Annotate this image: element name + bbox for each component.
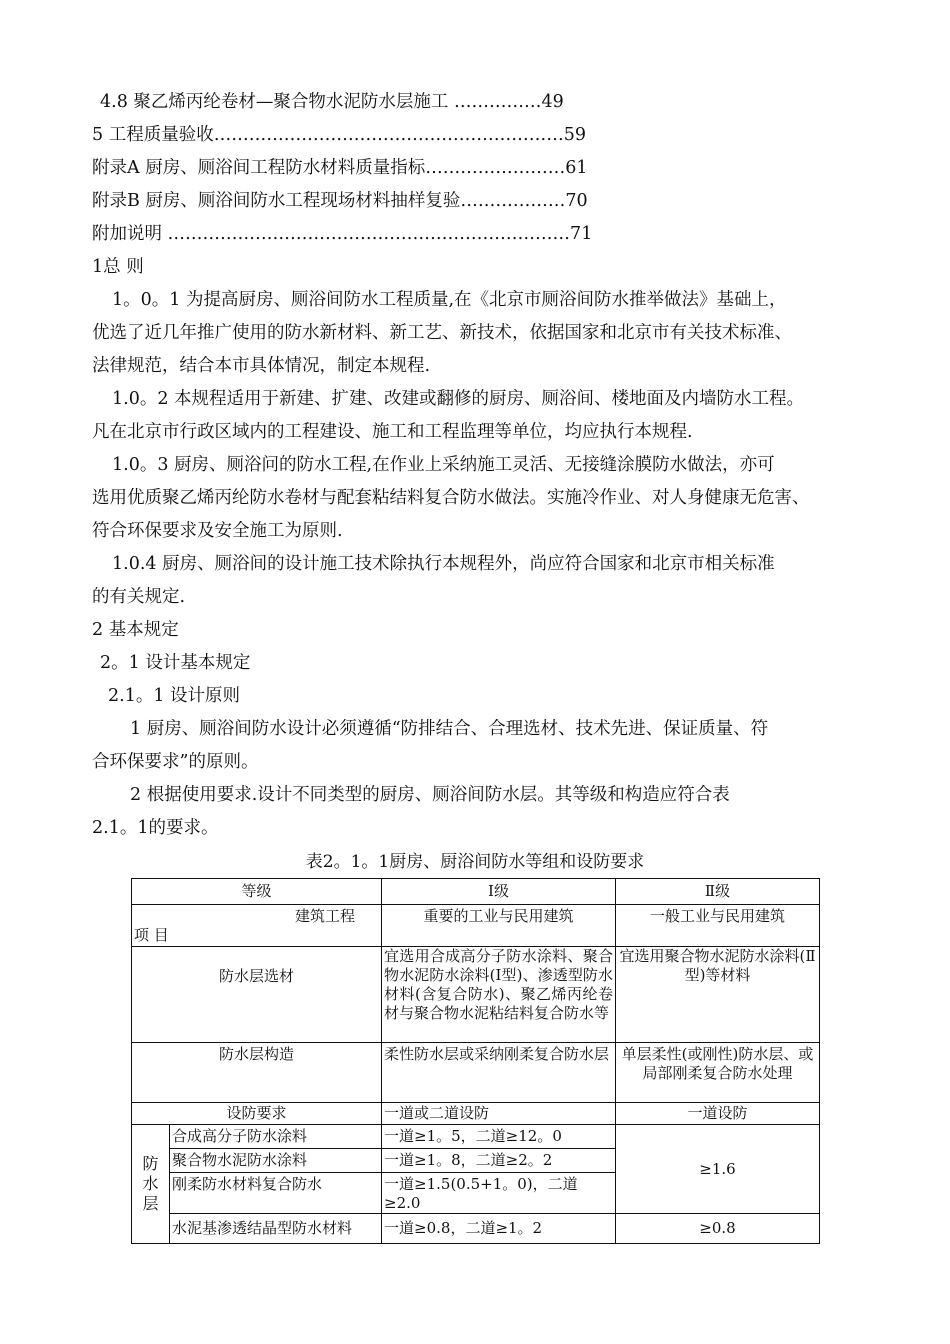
table-row (132, 1043, 820, 1103)
header-grade: 等级 (132, 879, 382, 905)
paragraph-line: 的有关规定. (92, 587, 186, 607)
toc-entry: 附加说明 ……………………………………………………………71 (92, 224, 593, 244)
table-row (132, 947, 820, 1043)
cell-material-1: 宜选用合成高分子防水涂料、聚合物水泥防水涂料(Ⅰ型)、渗透型防水材料(含复合防水)、聚乙烯丙纶卷材与聚合物水泥粘结料复合防水等 (382, 947, 616, 1043)
table-caption: 表2。1。1厨房、厨浴间防水等组和设防要求 (305, 852, 645, 872)
row-label-structure: 防水层构造 (132, 1043, 382, 1103)
table-row (132, 905, 820, 947)
section-title: 2。1 设计基本规定 (100, 653, 251, 673)
paragraph-line: 2 根据使用要求.设计不同类型的厨房、厕浴间防水层。其等级和构造应符合表 (130, 785, 730, 805)
cell-requirement-2: 一道设防 (616, 1103, 820, 1125)
table-row (132, 1103, 820, 1125)
waterproof-grade-table (131, 878, 820, 1244)
toc-entry: 5 工程质量验收……………………………………………………59 (92, 125, 586, 145)
paragraph-line: 1 厨房、厕浴间防水设计必须遵循“防排结合、合理选材、技术先进、保证质量、符 (130, 719, 769, 739)
paragraph-line: 选用优质聚乙烯丙纶防水卷材与配套粘结料复合防水做法。实施冷作业、对人身健康无危害、 (92, 488, 810, 508)
cell-material-2: 宜选用聚合物水泥防水涂料(Ⅱ型)等材料 (616, 947, 820, 1043)
corner-label-bottom: 项 目 (134, 926, 169, 944)
header-building-1: 重要的工业与民用建筑 (382, 905, 616, 947)
cell-structure-2: 单层柔性(或刚性)防水层、或局部刚柔复合防水处理 (616, 1043, 820, 1103)
header-grade-2: Ⅱ级 (616, 879, 820, 905)
row-label-requirement: 设防要求 (132, 1103, 382, 1125)
paragraph-line: 1.0。3 厨房、厕浴问的防水工程,在作业上采纳施工灵活、无接缝涂膜防水做法，亦可 (112, 455, 775, 475)
paragraph-line: 合环保要求”的原则。 (92, 752, 259, 772)
toc-entry: 4.8 聚乙烯丙纶卷材—聚合物水泥防水层施工 ……………49 (100, 92, 564, 112)
paragraph-line: 符合环保要求及安全施工为原则. (92, 521, 343, 541)
layer-grade-1: 一道≥1。5，二道≥12。0 (382, 1125, 616, 1149)
layer-grade-2-b: ≥0.8 (616, 1214, 820, 1244)
paragraph-line: 优选了近几年推广使用的防水新材料、新工艺、新技术，依据国家和北京市有关技术标准、 (92, 323, 792, 343)
paragraph-line: 1。0。1 为提高厨房、厕浴间防水工程质量,在《北京市厕浴间防水推举做法》基础上， (112, 290, 787, 310)
layer-name: 合成高分子防水涂料 (170, 1125, 382, 1149)
paragraph-line: 1.0。2 本规程适用于新建、扩建、改建或翻修的厨房、厕浴间、楼地面及内墙防水工程。 (112, 389, 805, 409)
toc-entry: 附录B 厨房、厕浴间防水工程现场材料抽样复验………………70 (92, 191, 588, 211)
header-corner-cell (132, 905, 382, 947)
corner-label-top: 建筑工程 (295, 907, 356, 925)
layer-grade-1: 一道≥1.5(0.5+1。0)，二道≥2.0 (382, 1173, 616, 1214)
subsection-title: 2.1。1 设计原则 (108, 686, 241, 706)
layer-name: 水泥基渗透结晶型防水材料 (170, 1214, 382, 1244)
header-grade-1: Ⅰ级 (382, 879, 616, 905)
cell-requirement-1: 一道或二道设防 (382, 1103, 616, 1125)
row-label-material: 防水层选材 (132, 947, 382, 1043)
table-row (132, 879, 820, 905)
paragraph-line: 法律规范，结合本市具体情况，制定本规程. (92, 356, 431, 376)
table-row (132, 1125, 820, 1149)
toc-entry: 附录A 厨房、厕浴间工程防水材料质量指标……………………61 (92, 158, 588, 178)
layer-grade-1: 一道≥0.8，二道≥1。2 (382, 1214, 616, 1244)
layer-name: 刚柔防水材料复合防水 (170, 1173, 382, 1214)
paragraph-line: 1.0.4 厨房、厕浴间的设计施工技术除执行本规程外，尚应符合国家和北京市相关标准 (112, 554, 775, 574)
chapter-title: 1总 则 (92, 257, 144, 277)
layer-group-label (132, 1125, 170, 1244)
cell-structure-1: 柔性防水层或采纳刚柔复合防水层 (382, 1043, 616, 1103)
layer-name: 聚合物水泥防水涂料 (170, 1149, 382, 1173)
layer-grade-1: 一道≥1。8，二道≥2。2 (382, 1149, 616, 1173)
table-row (132, 1214, 820, 1244)
layer-group-text: 防水层 (142, 1154, 159, 1213)
layer-grade-2-a: ≥1.6 (616, 1125, 820, 1214)
header-building-2: 一般工业与民用建筑 (616, 905, 820, 947)
paragraph-line: 2.1。1的要求。 (92, 818, 219, 838)
chapter-title: 2 基本规定 (92, 620, 179, 640)
paragraph-line: 凡在北京市行政区域内的工程建设、施工和工程监理等单位，均应执行本规程. (92, 422, 693, 442)
